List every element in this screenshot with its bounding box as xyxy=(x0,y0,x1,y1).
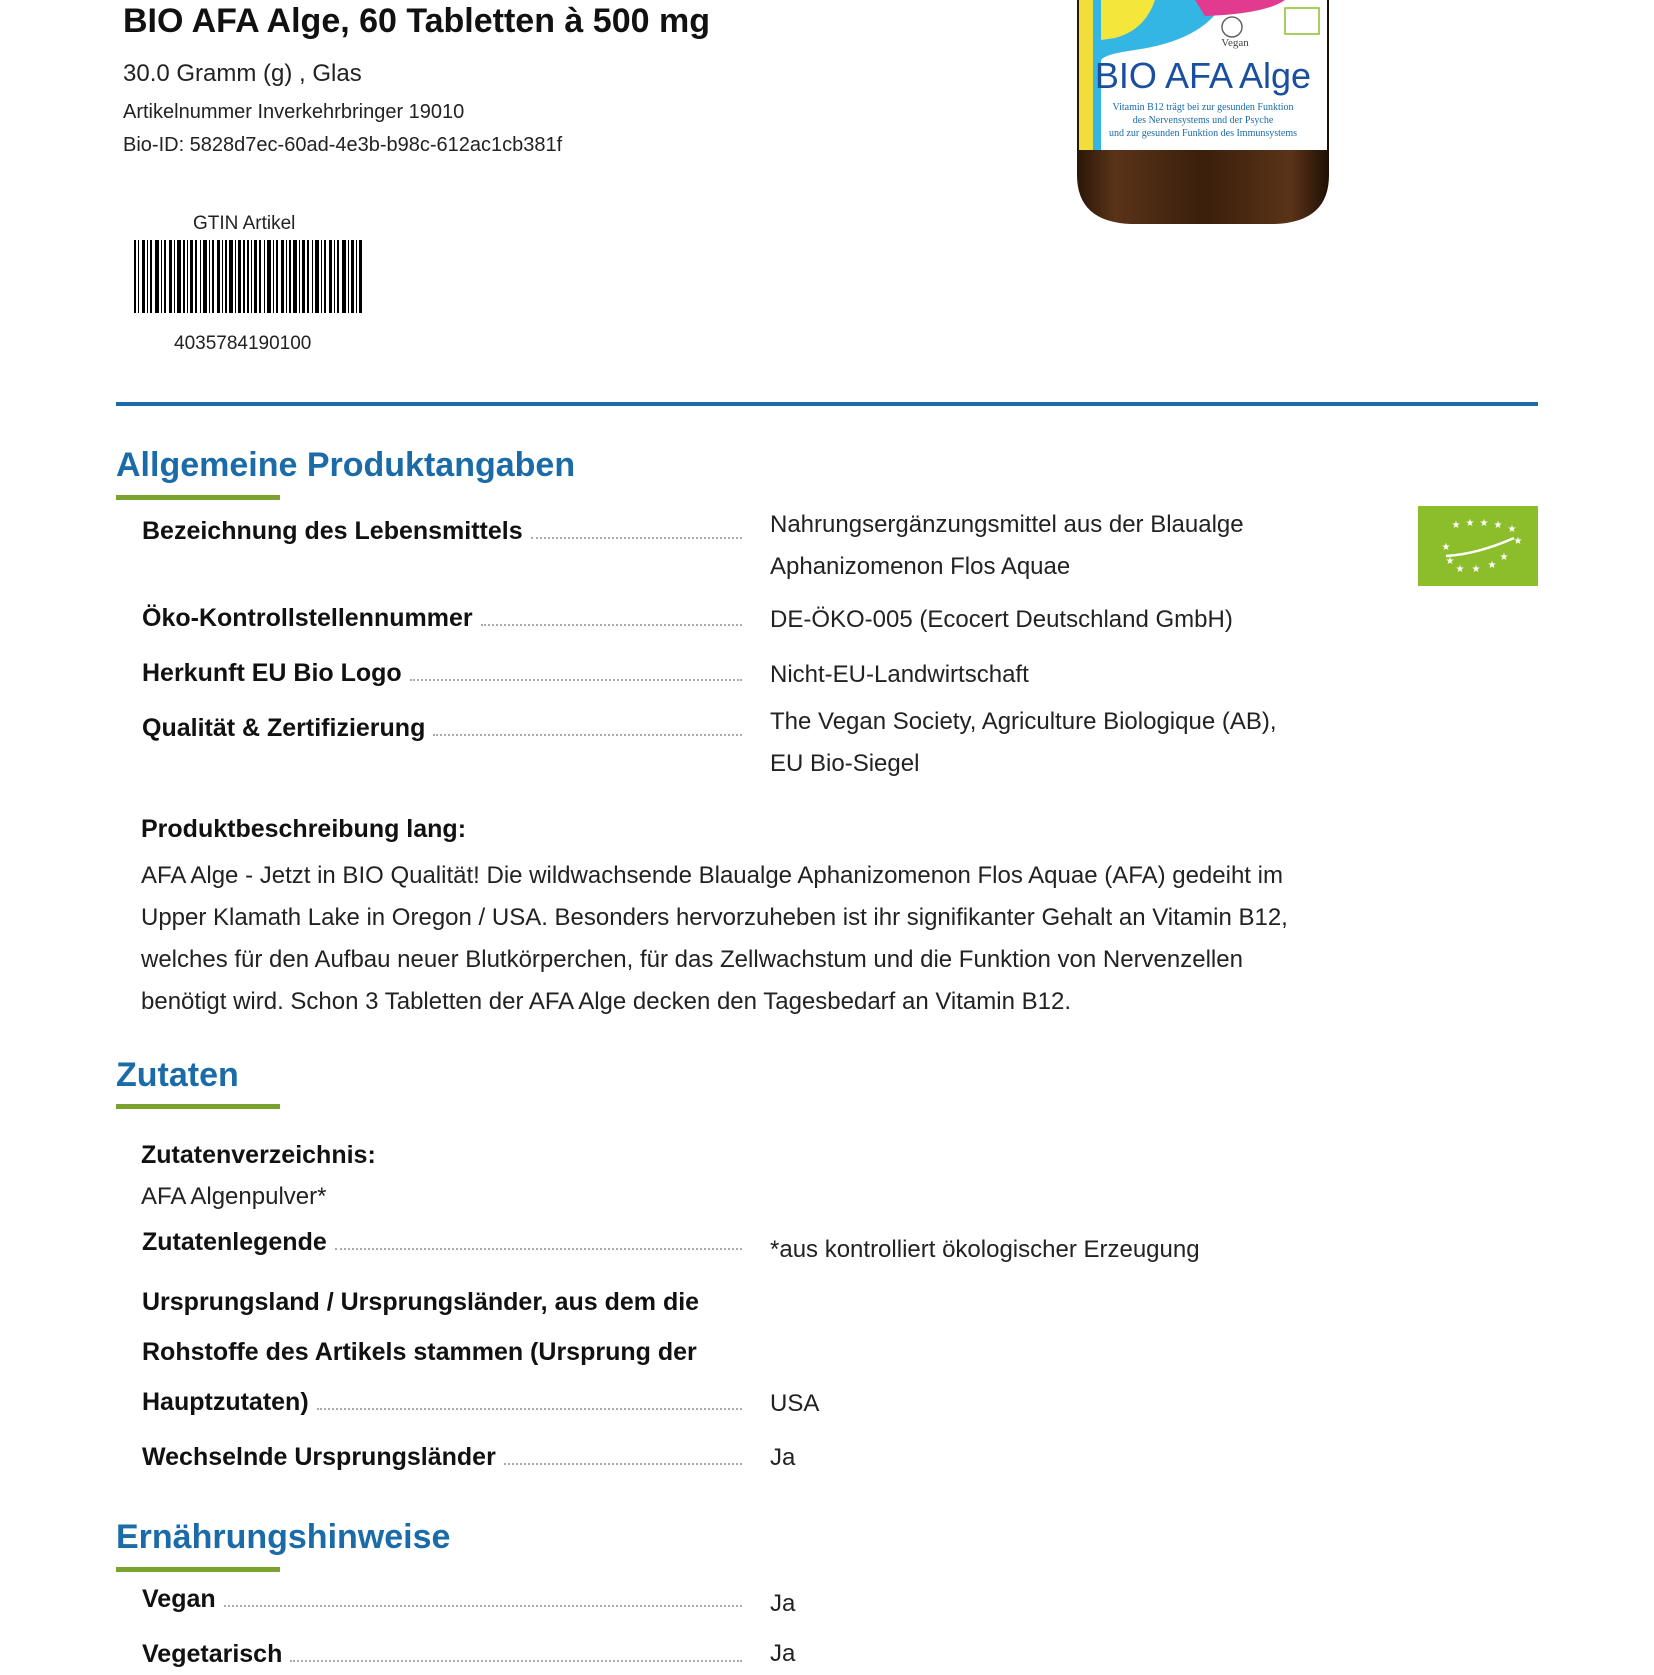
row-label: Wechselnde Ursprungsländer xyxy=(142,1443,496,1471)
description-heading: Produktbeschreibung lang: xyxy=(141,815,467,843)
product-image xyxy=(1075,0,1331,226)
dotted-leader xyxy=(224,1605,742,1607)
row-label: Vegetarisch xyxy=(142,1640,283,1668)
row-value: USA xyxy=(770,1390,820,1417)
row-vegetarian xyxy=(142,1628,742,1668)
eu-organic-logo xyxy=(1418,506,1538,586)
row-value: *aus kontrolliert ökologischer Erzeugung xyxy=(770,1236,1200,1263)
eu-organic-mini-icon xyxy=(1285,8,1319,34)
barcode-image xyxy=(134,240,362,313)
jar-claim-3: und zur gesunden Funktion des Immunsystems xyxy=(1108,128,1298,139)
jar-claim-1: Vitamin B12 trägt bei zur gesunden Funktion xyxy=(1112,102,1294,113)
row-value: The Vegan Society, Agriculture Biologique (AB), xyxy=(770,708,1277,735)
ingredients-list-value: AFA Algenpulver* xyxy=(141,1183,327,1210)
jar-vegan-text: Vegan xyxy=(1221,37,1249,49)
row-ingredient-legend xyxy=(142,1216,742,1256)
row-label: Vegan xyxy=(142,1585,216,1613)
section-underline-ingredients xyxy=(116,1104,280,1109)
row-label: Öko-Kontrollstellennummer xyxy=(142,604,473,632)
dotted-leader xyxy=(410,679,742,681)
svg-text:★: ★ xyxy=(1499,552,1509,563)
row-label: Hauptzutaten) xyxy=(142,1388,309,1416)
row-origin xyxy=(142,1376,742,1416)
dotted-leader xyxy=(317,1408,742,1410)
row-vegan xyxy=(142,1573,742,1613)
row-label: Bezeichnung des Lebensmittels xyxy=(142,517,523,545)
svg-text:★: ★ xyxy=(1441,542,1451,553)
svg-text:★: ★ xyxy=(1507,524,1517,535)
section-title-general: Allgemeine Produktangaben xyxy=(116,446,576,484)
product-title: BIO AFA Alge, 60 Tabletten à 500 mg xyxy=(123,2,710,40)
section-title-ingredients: Zutaten xyxy=(116,1056,239,1094)
dotted-leader xyxy=(335,1248,742,1250)
svg-text:★: ★ xyxy=(1445,556,1455,567)
product-quantity: 30.0 Gramm (g) , Glas xyxy=(123,60,362,87)
row-value-cont: EU Bio-Siegel xyxy=(770,750,920,777)
dotted-leader xyxy=(433,734,742,736)
section-title-nutrition: Ernährungshinweise xyxy=(116,1518,451,1556)
svg-text:★: ★ xyxy=(1479,518,1489,529)
description-line: AFA Alge - Jetzt in BIO Qualität! Die wildwachsende Blaualge Aphanizomenon Flos Aquae (AFA) gedeiht im xyxy=(141,862,1283,889)
gtin-number: 4035784190100 xyxy=(174,333,312,354)
svg-text:★: ★ xyxy=(1513,536,1523,547)
svg-text:★: ★ xyxy=(1487,560,1497,571)
row-food-name xyxy=(142,505,742,545)
bio-id: Bio-ID: 5828d7ec-60ad-4e3b-b98c-612ac1cb381f xyxy=(123,134,563,156)
row-label: Zutatenlegende xyxy=(142,1228,327,1256)
row-value-cont: Aphanizomenon Flos Aquae xyxy=(770,553,1071,580)
origin-label-line: Ursprungsland / Ursprungsländer, aus dem die xyxy=(142,1288,700,1316)
section-underline-nutrition xyxy=(116,1567,280,1572)
row-value: Nahrungsergänzungsmittel aus der Blaualge xyxy=(770,511,1244,538)
svg-text:★: ★ xyxy=(1451,520,1461,531)
svg-text:★: ★ xyxy=(1455,564,1465,575)
dotted-leader xyxy=(504,1463,742,1465)
row-eu-logo-origin xyxy=(142,647,742,687)
svg-text:★: ★ xyxy=(1465,518,1475,529)
row-value: Ja xyxy=(770,1640,796,1667)
row-value: Nicht-EU-Landwirtschaft xyxy=(770,661,1029,688)
description-line: Upper Klamath Lake in Oregon / USA. Besonders hervorzuheben ist ihr signifikanter Gehalt an Vitamin B12, xyxy=(141,904,1288,931)
article-number: Artikelnummer Inverkehrbringer 19010 xyxy=(123,101,465,123)
gtin-label: GTIN Artikel xyxy=(193,213,296,234)
row-value: Ja xyxy=(770,1444,796,1471)
svg-text:★: ★ xyxy=(1471,564,1481,575)
row-label: Herkunft EU Bio Logo xyxy=(142,659,402,687)
origin-label-line: Rohstoffe des Artikels stammen (Ursprung der xyxy=(142,1338,697,1366)
description-line: benötigt wird. Schon 3 Tabletten der AFA Alge decken den Tagesbedarf an Vitamin B12. xyxy=(141,988,1071,1015)
section-underline-general xyxy=(116,495,280,500)
jar-claim-2: des Nervensystems und der Psyche xyxy=(1132,115,1274,126)
description-line: welches für den Aufbau neuer Blutkörperchen, für das Zellwachstum und die Funktion von Nervenzellen xyxy=(141,946,1243,973)
row-certification xyxy=(142,702,742,742)
row-label: Qualität & Zertifizierung xyxy=(142,714,426,742)
dotted-leader xyxy=(290,1660,742,1662)
row-changing-origin xyxy=(142,1431,742,1471)
row-value: DE-ÖKO-005 (Ecocert Deutschland GmbH) xyxy=(770,606,1233,633)
dotted-leader xyxy=(481,624,742,626)
ingredients-list-heading: Zutatenverzeichnis: xyxy=(141,1141,376,1169)
svg-text:★: ★ xyxy=(1493,520,1503,531)
header-divider xyxy=(116,402,1538,406)
row-value: Ja xyxy=(770,1590,796,1617)
description-text xyxy=(141,855,1421,1023)
dotted-leader xyxy=(531,537,742,539)
jar-brand-text: BIO AFA Alge xyxy=(1094,55,1312,96)
row-control-number xyxy=(142,592,742,632)
